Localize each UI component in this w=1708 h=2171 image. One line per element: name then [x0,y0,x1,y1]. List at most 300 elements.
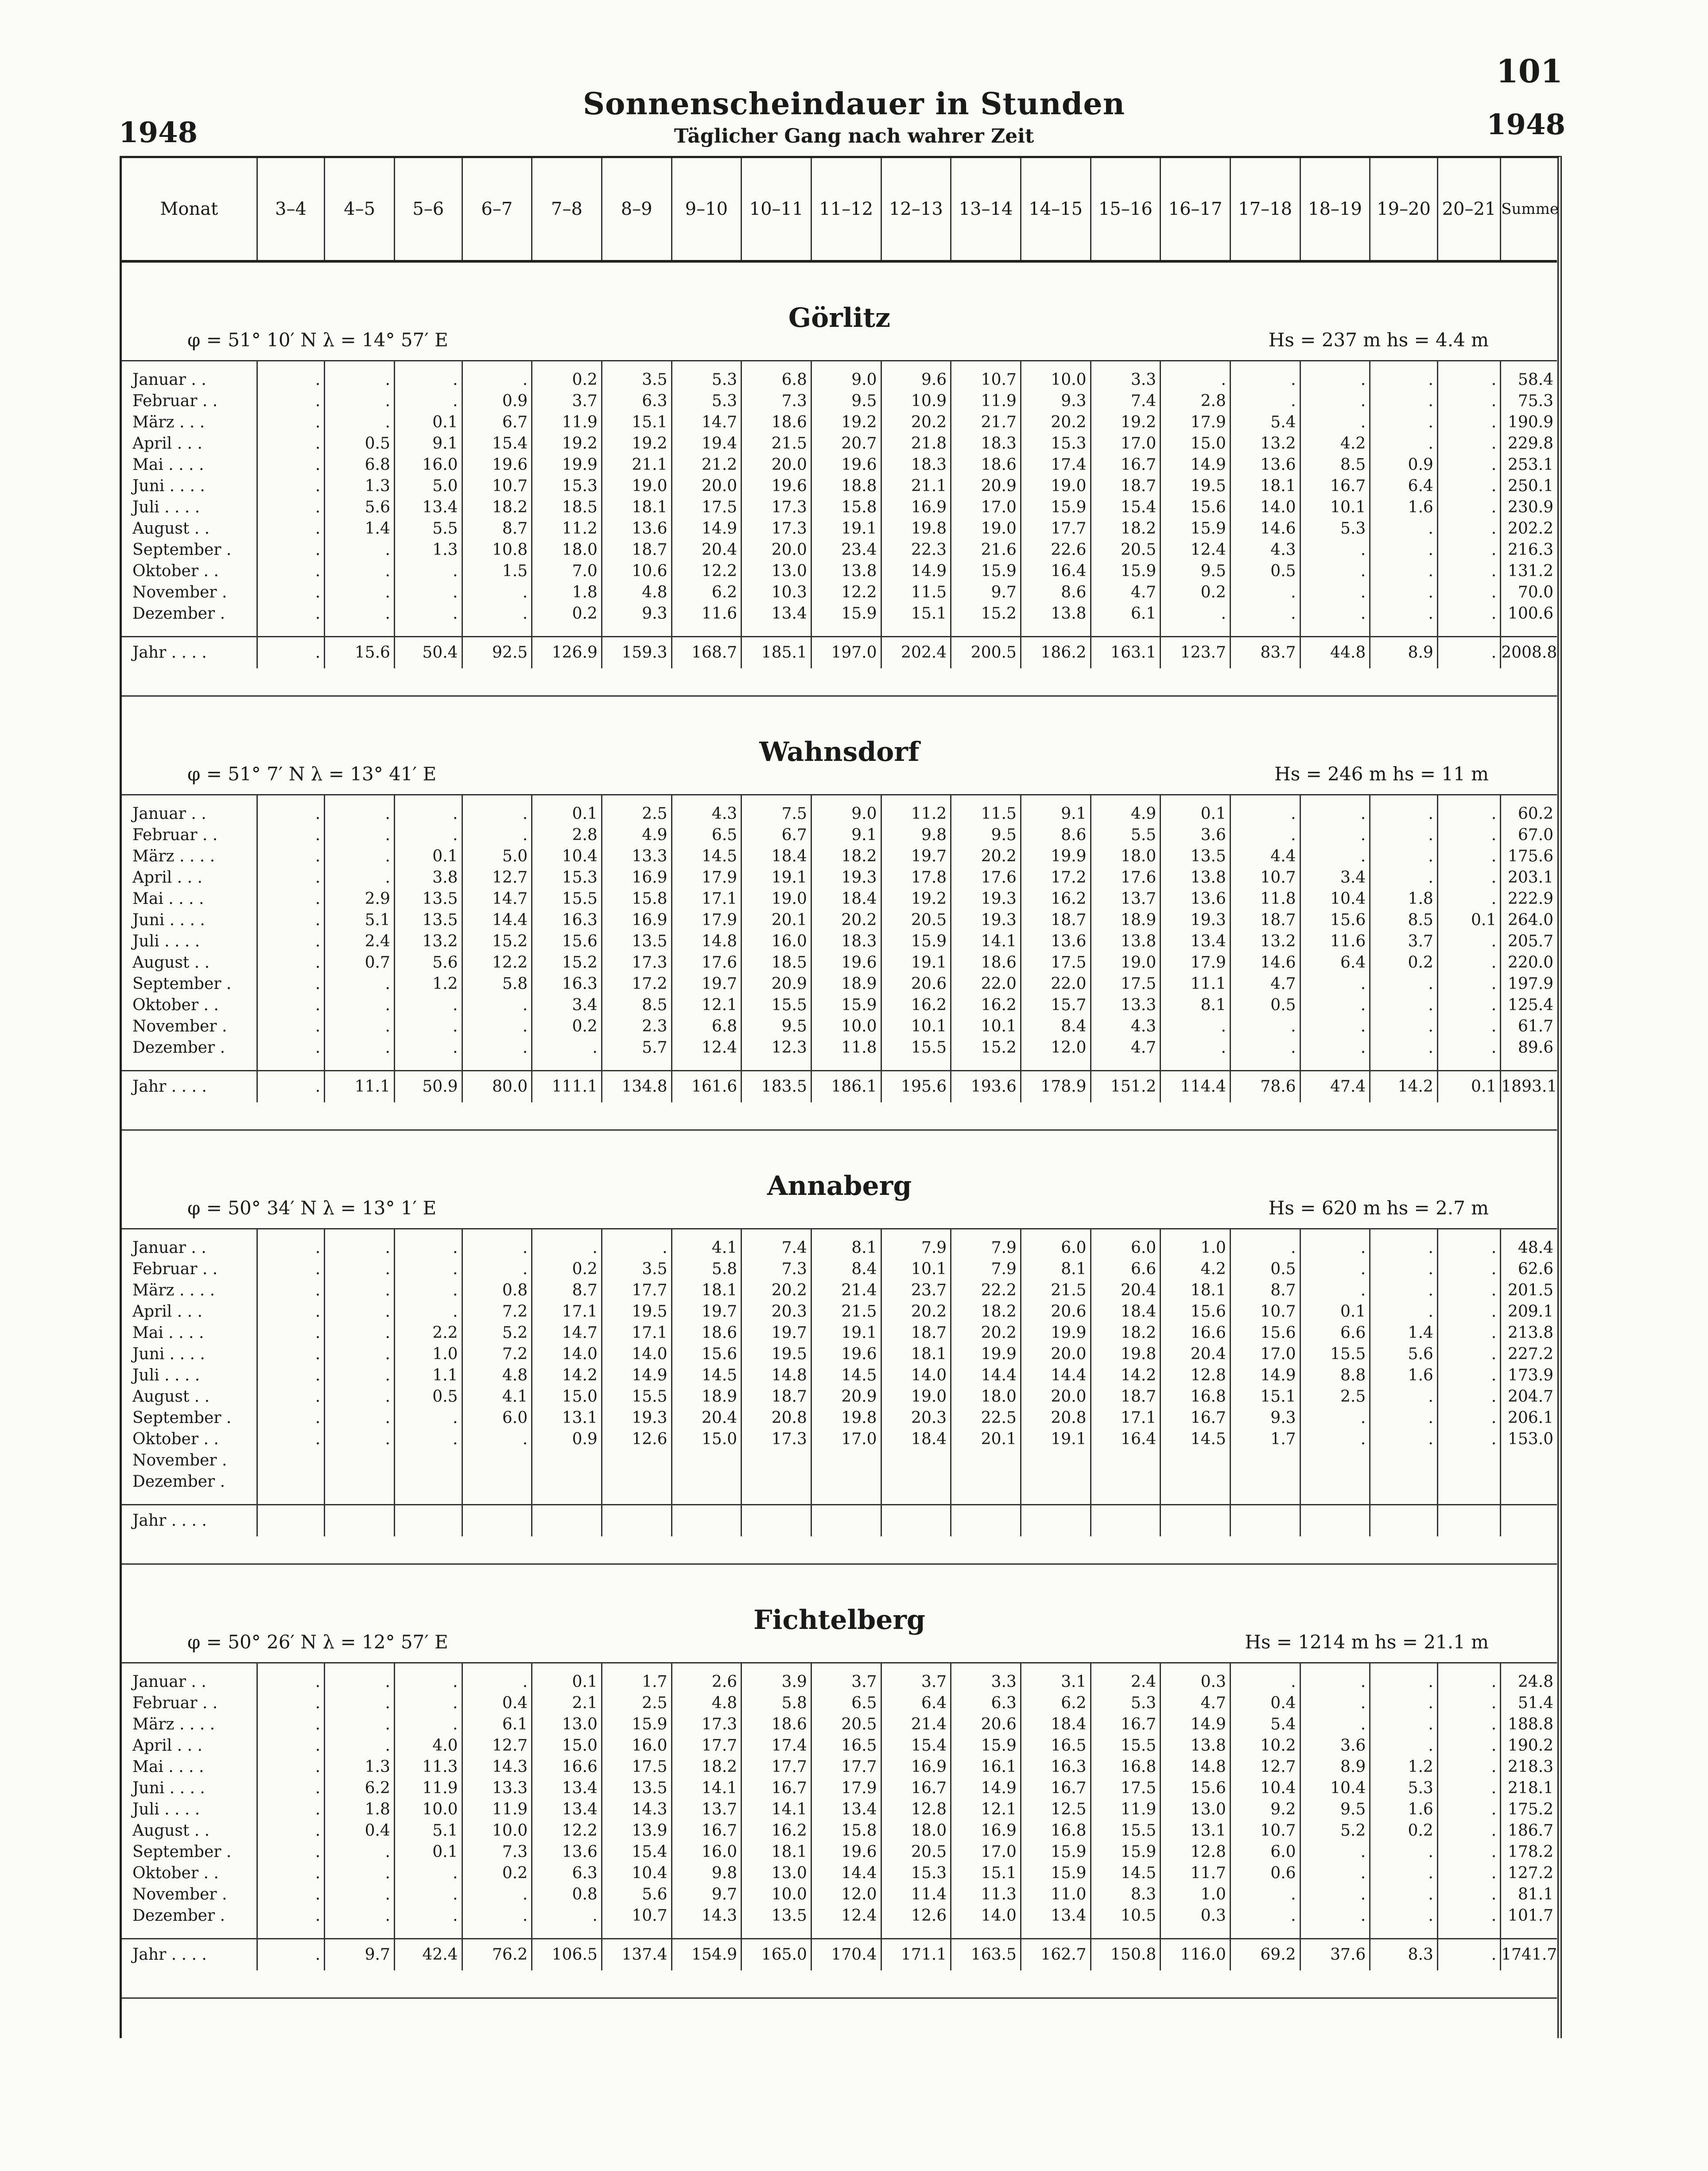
hour-value: . [257,1714,325,1735]
hour-value: 17.5 [602,1756,672,1778]
hour-value: 11.9 [462,1799,532,1820]
hour-value: . [1161,361,1231,391]
hour-value: 12.4 [672,1037,741,1058]
hour-value: . [1437,1778,1500,1799]
hour-value: 15.8 [602,888,672,910]
hour-value: 12.1 [951,1799,1021,1820]
hour-value: . [1300,1016,1370,1037]
hour-value: . [462,1016,532,1037]
hour-value: . [394,391,462,412]
hour-value: . [257,539,325,561]
spacer-cell [1437,1927,1500,1939]
table-row [122,518,1557,539]
hour-value: 1.8 [325,1799,395,1820]
month-label: Oktober . . [122,995,257,1016]
hour-value: 7.5 [741,795,811,825]
hour-value: . [532,1229,602,1259]
hour-value: 5.8 [672,1259,741,1280]
spacer-cell [1437,1493,1500,1505]
hour-value: 12.2 [672,561,741,582]
hour-value: 15.9 [951,1735,1021,1756]
hour-value: . [1437,795,1500,825]
hour-value: 15.0 [672,1429,741,1450]
hour-value: 13.4 [532,1799,602,1820]
spacer-cell [741,624,811,637]
table-row [122,1693,1557,1714]
hour-value: 0.9 [532,1429,602,1450]
year-hour-value: 200.5 [951,637,1021,669]
hour-value: 15.5 [532,888,602,910]
hour-value: . [1370,1663,1438,1693]
hour-value: 18.2 [951,1301,1021,1322]
hour-value: 5.1 [394,1820,462,1841]
hour-value: 19.0 [1021,476,1091,497]
spacer-cell [881,624,951,637]
hour-value [741,1471,811,1493]
spacer-cell [122,1927,257,1939]
hour-value: 14.0 [1230,497,1300,518]
hour-value: 11.8 [811,1037,881,1058]
year-hour-value [1161,1505,1231,1537]
hour-value: 1.2 [1370,1756,1438,1778]
hour-value: 13.4 [1161,931,1231,952]
column-header-hour: 4–5 [325,158,395,261]
table-row [122,910,1557,931]
hour-value: 0.4 [1230,1693,1300,1714]
hour-value: 0.3 [1161,1905,1231,1927]
table-row [122,1841,1557,1863]
hour-value: 6.6 [1091,1259,1161,1280]
hour-value: 20.2 [741,1280,811,1301]
hour-value: 11.4 [881,1884,951,1905]
hour-value [1021,1471,1091,1493]
table-row [122,846,1557,867]
year-hour-value [1230,1505,1300,1537]
hour-value: 18.5 [741,952,811,973]
hour-value: . [257,561,325,582]
hour-value: 17.1 [602,1322,672,1344]
hour-value: 17.1 [532,1301,602,1322]
year-hour-value: . [1437,637,1500,669]
hour-value: 13.7 [1091,888,1161,910]
hour-value: 3.7 [811,1663,881,1693]
hour-value: 1.6 [1370,1799,1438,1820]
hour-value: 15.9 [1021,1863,1091,1884]
hour-value: 18.3 [881,454,951,476]
table-row [122,582,1557,603]
year-hour-value [741,1505,811,1537]
hour-value: 5.6 [325,497,395,518]
hour-value: 3.6 [1300,1735,1370,1756]
hour-value: 19.6 [462,454,532,476]
hour-value: 18.6 [951,454,1021,476]
hour-value: . [462,1884,532,1905]
hour-value: . [394,995,462,1016]
hour-value: . [394,1429,462,1450]
hour-value: 13.4 [741,603,811,624]
hour-value: 11.3 [394,1756,462,1778]
hour-value: 16.3 [1021,1756,1091,1778]
hour-value: 11.5 [951,795,1021,825]
hour-value: 16.1 [951,1756,1021,1778]
row-sum: 186.7 [1507,1822,1553,1840]
hour-value: 19.6 [811,454,881,476]
hour-value: 22.5 [951,1407,1021,1429]
hour-value: 12.1 [672,995,741,1016]
hour-value: 6.2 [325,1778,395,1799]
hour-value: 20.5 [881,1841,951,1863]
hour-value: . [1370,391,1438,412]
hour-value: 7.3 [741,1259,811,1280]
spacer-cell [394,1058,462,1071]
hour-value: 15.1 [951,1863,1021,1884]
hour-value: . [1437,995,1500,1016]
hour-value: 9.7 [951,582,1021,603]
hour-value: 0.1 [394,1841,462,1863]
hour-value: . [257,1229,325,1259]
month-label: Februar . . [122,825,257,846]
row-sum: 190.9 [1507,413,1553,431]
year-hour-value [1021,1505,1091,1537]
year-hour-value: 14.2 [1370,1071,1438,1103]
hour-value: 18.1 [1161,1280,1231,1301]
spacer-cell [1021,1927,1091,1939]
year-hour-value: . [257,637,325,669]
month-label: Oktober . . [122,1863,257,1884]
column-header-hour: 11–12 [811,158,881,261]
hour-value: 5.3 [672,391,741,412]
hour-value [741,1450,811,1471]
hour-value: . [1437,1365,1500,1386]
hour-value: 18.4 [1021,1714,1091,1735]
hour-value: 15.3 [532,476,602,497]
hour-value: 18.9 [1091,910,1161,931]
hour-value: 19.7 [672,1301,741,1322]
spacer-cell [257,1927,325,1939]
hour-value: 19.2 [602,433,672,454]
hour-value: 16.7 [1161,1407,1231,1429]
hour-value: . [257,931,325,952]
page-title: Sonnenscheindauer in Stunden [582,86,1126,122]
hour-value: 18.1 [881,1344,951,1365]
hour-value: . [325,1407,395,1429]
hour-value: 12.8 [1161,1841,1231,1863]
hour-value: 12.2 [532,1820,602,1841]
spacer-cell [325,1493,395,1505]
hour-value: 6.2 [672,582,741,603]
spacer-row [122,624,1557,637]
year-total-row [122,637,1557,669]
hour-value: . [257,1016,325,1037]
hour-value [1437,1450,1500,1471]
spacer-cell [1230,1927,1300,1939]
spacer-cell [811,1927,881,1939]
hour-value: 20.8 [741,1407,811,1429]
spacer-cell [602,1493,672,1505]
month-label: Dezember . [122,1905,257,1927]
hour-value: . [1300,539,1370,561]
hour-value: 0.4 [462,1693,532,1714]
spacer-cell [257,624,325,637]
hour-value: 0.2 [1370,952,1438,973]
hour-value: 21.5 [741,433,811,454]
hour-value: 15.2 [951,1037,1021,1058]
hour-value: . [257,1407,325,1429]
hour-value: 10.4 [532,846,602,867]
hour-value: . [1437,454,1500,476]
station-name: Fichtelberg [753,1605,925,1636]
hour-value: 19.9 [951,1344,1021,1365]
station-heights: Hs = 1214 m hs = 21.1 m [1245,1631,1489,1653]
hour-value: . [257,1301,325,1322]
hour-value: . [257,1841,325,1863]
spacer-row [122,1927,1557,1939]
hour-value: 12.5 [1021,1799,1091,1820]
hour-value: 15.6 [1161,1301,1231,1322]
hour-value: 14.7 [462,888,532,910]
hour-value: 20.4 [672,539,741,561]
hour-value: 0.1 [394,846,462,867]
hour-value: 14.3 [602,1799,672,1820]
row-sum: 62.6 [1518,1260,1553,1278]
hour-value: 19.0 [741,888,811,910]
year-hour-value: 0.1 [1437,1071,1500,1103]
hour-value: . [602,1229,672,1259]
hour-value: . [1370,867,1438,888]
hour-value: . [325,1884,395,1905]
hour-value: 7.2 [462,1344,532,1365]
hour-value [811,1471,881,1493]
hour-value: 20.5 [1091,539,1161,561]
hour-value: 1.0 [394,1344,462,1365]
hour-value: 4.1 [672,1229,741,1259]
hour-value: . [1437,1905,1500,1927]
hour-value: 6.8 [672,1016,741,1037]
hour-value: 15.6 [1161,497,1231,518]
hour-value: 20.6 [881,973,951,995]
hour-value: . [462,795,532,825]
hour-value: 0.5 [1230,1259,1300,1280]
hour-value: 9.0 [811,361,881,391]
hour-value: 11.5 [881,582,951,603]
hour-value: 20.9 [741,973,811,995]
hour-value: 14.8 [672,931,741,952]
hour-value: 17.3 [602,952,672,973]
row-sum: 51.4 [1518,1694,1553,1712]
hour-value: 12.7 [462,867,532,888]
hour-value: 5.2 [462,1322,532,1344]
hour-value: 3.1 [1021,1663,1091,1693]
spacer-cell [532,1927,602,1939]
month-label: September . [122,973,257,995]
month-label: Februar . . [122,1259,257,1280]
year-hour-value: 50.9 [394,1071,462,1103]
hour-value: 9.2 [1230,1799,1300,1820]
hour-value: 13.2 [394,931,462,952]
hour-value: 13.3 [1091,995,1161,1016]
hour-value: 0.2 [1370,1820,1438,1841]
month-label: April . . . [122,433,257,454]
hour-value: . [325,1386,395,1407]
hour-value: . [1230,825,1300,846]
hour-value: 21.5 [1021,1280,1091,1301]
hour-value: 17.3 [741,518,811,539]
hour-value: 17.0 [811,1429,881,1450]
hour-value: 0.8 [532,1884,602,1905]
year-hour-value: 185.1 [741,637,811,669]
spacer-cell [394,624,462,637]
hour-value: . [325,846,395,867]
hour-value: 5.8 [462,973,532,995]
year-hour-value: 106.5 [532,1939,602,1971]
row-sum [1501,1450,1557,1471]
hour-value: 0.2 [532,361,602,391]
column-header-hour: 18–19 [1300,158,1370,261]
table-row [122,995,1557,1016]
hour-value: 20.5 [811,1714,881,1735]
hour-value: 16.9 [881,1756,951,1778]
hour-value: . [325,1016,395,1037]
hour-value: 13.3 [462,1778,532,1799]
hour-value: 16.5 [811,1735,881,1756]
hour-value: . [325,391,395,412]
table-row [122,539,1557,561]
hour-value: 1.4 [325,518,395,539]
hour-value: 20.4 [672,1407,741,1429]
spacer-cell [881,1493,951,1505]
hour-value: . [1370,433,1438,454]
hour-value: 15.2 [462,931,532,952]
hour-value: . [1300,995,1370,1016]
hour-value: 4.1 [462,1386,532,1407]
hour-value: . [1437,433,1500,454]
month-label: April . . . [122,867,257,888]
hour-value: . [1437,1229,1500,1259]
hour-value: 2.4 [1091,1663,1161,1693]
hour-value: . [462,1429,532,1450]
spacer-cell [1161,1058,1231,1071]
hour-value: 18.0 [1091,846,1161,867]
hour-value: . [257,497,325,518]
hour-value: . [1161,603,1231,624]
hour-value: 0.9 [1370,454,1438,476]
hour-value: 18.5 [532,497,602,518]
hour-value [1437,1471,1500,1493]
hour-value: 0.2 [532,603,602,624]
hour-value: . [1370,1884,1438,1905]
hour-value: 19.3 [811,867,881,888]
hour-value: 16.2 [881,995,951,1016]
hour-value: 4.9 [602,825,672,846]
hour-value [462,1450,532,1471]
hour-value: 6.3 [951,1693,1021,1714]
hour-value: 10.4 [1300,1778,1370,1799]
year-hour-value: 116.0 [1161,1939,1231,1971]
hour-value: 16.8 [1021,1820,1091,1841]
hour-value: 12.2 [811,582,881,603]
row-sum: 101.7 [1507,1907,1553,1925]
hour-value: 14.9 [881,561,951,582]
hour-value: 16.7 [1091,1714,1161,1735]
hour-value: 10.7 [1230,1820,1300,1841]
spacer-cell [1300,624,1370,637]
month-label: Januar . . [122,1663,257,1693]
spacer-cell [1161,624,1231,637]
hour-value: . [1437,1820,1500,1841]
hour-value: 16.9 [602,867,672,888]
hour-value: . [462,1663,532,1693]
month-label: September . [122,539,257,561]
hour-value: . [257,1344,325,1365]
hour-value: 17.0 [1230,1344,1300,1365]
hour-value: 19.2 [811,412,881,433]
table-row [122,1259,1557,1280]
hour-value [1300,1450,1370,1471]
hour-value: 19.7 [881,846,951,867]
spacer-cell [602,1927,672,1939]
hour-value: . [257,795,325,825]
hour-value: . [1300,1407,1370,1429]
hour-value: 1.3 [325,1756,395,1778]
hour-value: 15.9 [811,603,881,624]
hour-value: 12.3 [741,1037,811,1058]
row-sum: 131.2 [1507,562,1553,580]
hour-value: 17.5 [1091,1778,1161,1799]
table-row [122,476,1557,497]
hour-value: 19.5 [602,1301,672,1322]
hour-value: . [394,1259,462,1280]
row-sum: 81.1 [1518,1885,1553,1904]
hour-value: 20.7 [811,433,881,454]
hour-value: . [1230,1884,1300,1905]
hour-value: 8.4 [811,1259,881,1280]
hour-value: 14.0 [532,1344,602,1365]
hour-value: . [1300,825,1370,846]
hour-value: 17.2 [602,973,672,995]
hour-value: 17.0 [951,497,1021,518]
hour-value: 7.9 [881,1229,951,1259]
hour-value: 11.9 [951,391,1021,412]
table-row [122,412,1557,433]
hour-value: . [1300,1693,1370,1714]
hour-value: . [257,476,325,497]
hour-value: 20.2 [951,846,1021,867]
year-hour-value: . [257,1939,325,1971]
hour-value: 19.7 [672,973,741,995]
hour-value: 17.4 [741,1735,811,1756]
hour-value: 19.0 [602,476,672,497]
hour-value: 20.0 [741,454,811,476]
hour-value: 20.1 [741,910,811,931]
hour-value: . [1230,361,1300,391]
month-label: August . . [122,1386,257,1407]
hour-value: 2.9 [325,888,395,910]
hour-value: . [1437,497,1500,518]
hour-value: . [1437,1322,1500,1344]
hour-value: . [325,1259,395,1280]
hour-value: . [257,1663,325,1693]
hour-value: 16.7 [1300,476,1370,497]
hour-value [1091,1471,1161,1493]
spacer-cell [602,1058,672,1071]
hour-value: 13.6 [1230,454,1300,476]
hour-value: 16.7 [881,1778,951,1799]
hour-value: 17.9 [672,910,741,931]
year-hour-value: 42.4 [394,1939,462,1971]
hour-value: 13.5 [741,1905,811,1927]
hour-value: 13.5 [394,910,462,931]
spacer-cell [462,624,532,637]
